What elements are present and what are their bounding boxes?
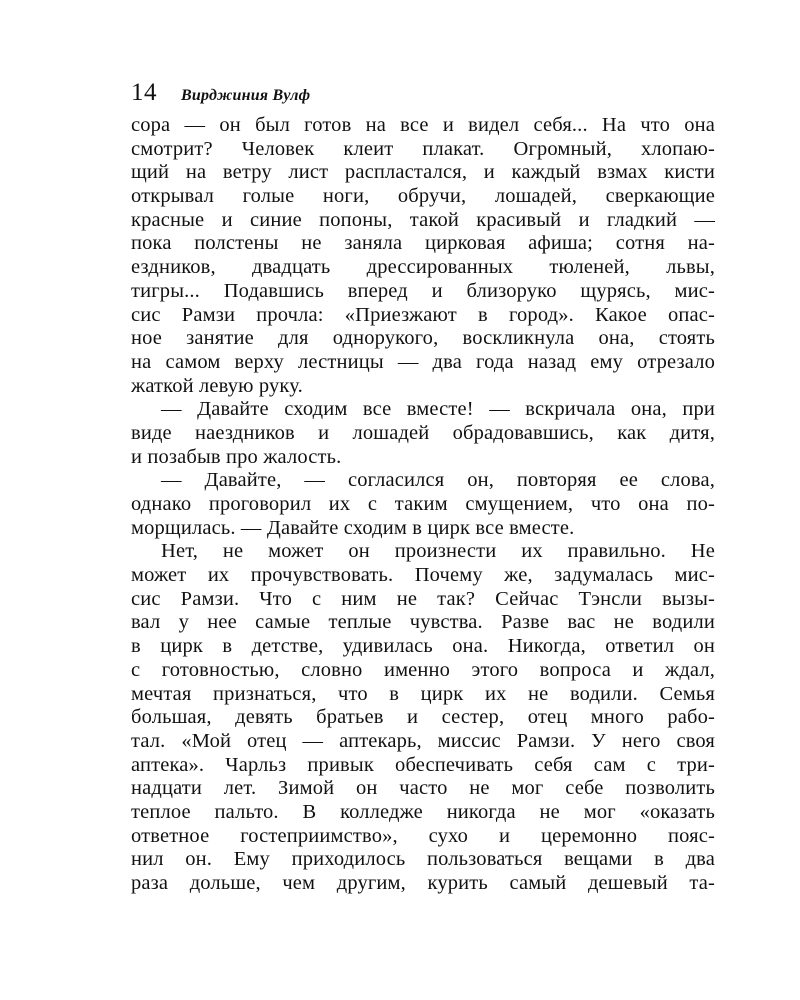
text-line: сис Рамзи прочла: «Приезжают в город». Какое опас- <box>131 303 715 326</box>
text-line: вал у нее самые теплые чувства. Разве вас не водили <box>131 611 715 634</box>
text-line: может их прочувствовать. Почему же, задумалась мис- <box>131 564 715 587</box>
text-line: — Давайте, — согласился он, повторяя ее слова, <box>161 469 715 492</box>
body-text <box>131 114 715 896</box>
text-line: пока полстены не заняла цирковая афиша; сотня на- <box>131 232 715 255</box>
text-line: на самом верху лестницы — два года назад ему отрезало <box>131 350 715 373</box>
text-line: с готовностью, словно именно этого вопроса и ждал, <box>131 658 715 681</box>
text-line: большая, девять братьев и сестер, отец много рабо- <box>131 706 715 729</box>
text-line: мечтая признаться, что в цирк их не водили. Семья <box>131 682 715 705</box>
running-header <box>131 78 715 108</box>
text-line: в цирк в детстве, удивилась она. Никогда, ответил он <box>131 635 715 658</box>
text-line: тал. «Мой отец — аптекарь, миссис Рамзи. У него своя <box>131 729 715 752</box>
text-line: морщилась. — Давайте сходим в цирк все вместе. <box>131 516 575 539</box>
text-line: аптека». Чарльз привык обеспечивать себя сам с три- <box>131 753 715 776</box>
text-line: ездников, двадцать дрессированных тюленей, львы, <box>131 256 715 279</box>
text-line: тигры... Подавшись вперед и близоруко щурясь, мис- <box>131 279 715 302</box>
text-line: щий на ветру лист распластался, и каждый взмах кисти <box>131 161 715 184</box>
text-line: Нет, не может он произнести их правильно. Не <box>161 540 715 563</box>
text-line: ное занятие для однорукого, воскликнула она, стоять <box>131 327 715 350</box>
text-line: однако проговорил их с таким смущением, что она по- <box>131 493 715 515</box>
text-line: нил он. Ему приходилось пользоваться вещами в два <box>131 848 715 871</box>
text-line: и позабыв про жалость. <box>131 445 342 468</box>
text-line: теплое пальто. В колледже никогда не мог «оказать <box>131 800 715 823</box>
text-line: смотрит? Человек клеит плакат. Огромный, хлопаю- <box>131 137 715 160</box>
text-line: сис Рамзи. Что с ним не так? Сейчас Тэнсли вызы- <box>131 587 715 610</box>
text-line: надцати лет. Зимой он часто не мог себе позволить <box>131 777 715 800</box>
text-line: ответное гостеприимство», сухо и церемонно пояс- <box>131 824 715 847</box>
text-line: раза дольше, чем другим, курить самый дешевый та- <box>131 872 715 894</box>
text-line: открывал голые ноги, обручи, лошадей, сверкающие <box>131 185 715 208</box>
book-page <box>131 78 715 896</box>
text-line: красные и синие попоны, такой красивый и гладкий — <box>131 208 715 231</box>
text-line: жаткой левую руку. <box>131 374 303 397</box>
running-title: Вирджиния Вулф <box>181 87 311 104</box>
text-line: сора — он был готов на все и видел себя... На что она <box>131 114 715 136</box>
text-line: виде наездников и лошадей обрадовавшись, как дитя, <box>131 421 715 444</box>
text-line: — Давайте сходим все вместе! — вскричала она, при <box>161 398 715 421</box>
page-number: 14 <box>131 79 157 106</box>
